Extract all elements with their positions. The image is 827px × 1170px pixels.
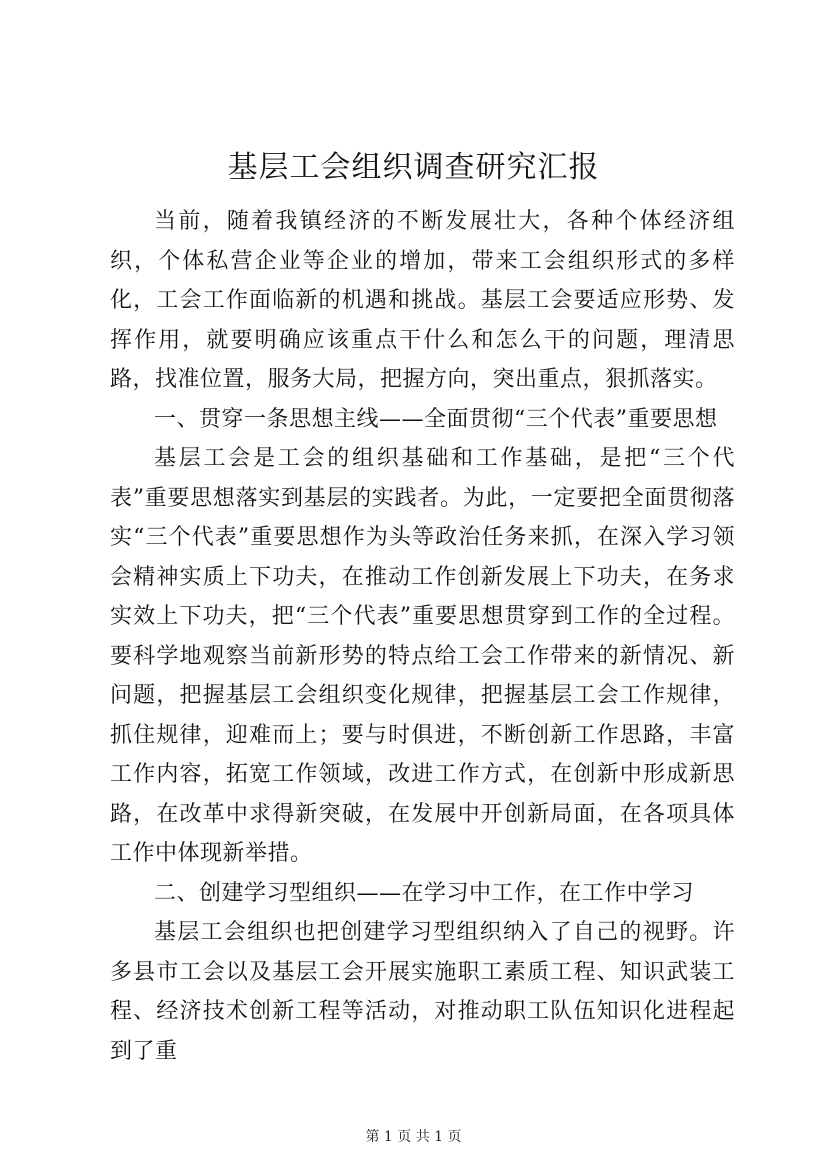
paragraph-section-1: 基层工会是工会的组织基础和工作基础，是把“三个代表”重要思想落实到基层的实践者。为此，一定要把全面贯彻落实“三个代表”重要思想作为头等政治任务来抓，在深入学习领会精神实质上下功夫，在推动工作创新发展上下功夫，在务求实效上下功夫，把“三个代表”重要思想贯穿到工作的全过程。要科学地观察当前新形势的特点给工会工作带来的新情况、新问题，把握基层工会组织变化规律，把握基层工会工作规律，抓住规律，迎难而上；要与时俱进，不断创新工作思路，丰富工作内容，拓宽工作领域，改进工作方式，在创新中形成新思路，在改革中求得新突破，在发展中开创新局面，在各项具体工作中体现新举措。 <box>110 446 735 866</box>
section-heading-1: 一、贯穿一条思想主线——全面贯彻“三个代表”重要思想 <box>154 406 718 432</box>
document-title: 基层工会组织调查研究汇报 <box>227 150 600 185</box>
paragraph-intro: 当前，随着我镇经济的不断发展壮大，各种个体经济组织，个体私营企业等企业的增加，带来工会组织形式的多样化，工会工作面临新的机遇和挑战。基层工会要适应形势、发挥作用，就要明确应该重点干什么和怎么干的问题，理清思路，找准位置，服务大局，把握方向，突出重点，狠抓落实。 <box>110 209 735 392</box>
page-footer: 第 1 页 共 1 页 <box>365 1129 462 1145</box>
section-heading-2: 二、创建学习型组织——在学习中工作，在工作中学习 <box>154 880 695 906</box>
paragraph-section-2: 基层工会组织也把创建学习型组织纳入了自己的视野。许多县市工会以及基层工会开展实施职工素质工程、知识武装工程、经济技术创新工程等活动，对推动职工队伍知识化进程起到了重 <box>110 920 735 1064</box>
document-body <box>110 168 735 1071</box>
